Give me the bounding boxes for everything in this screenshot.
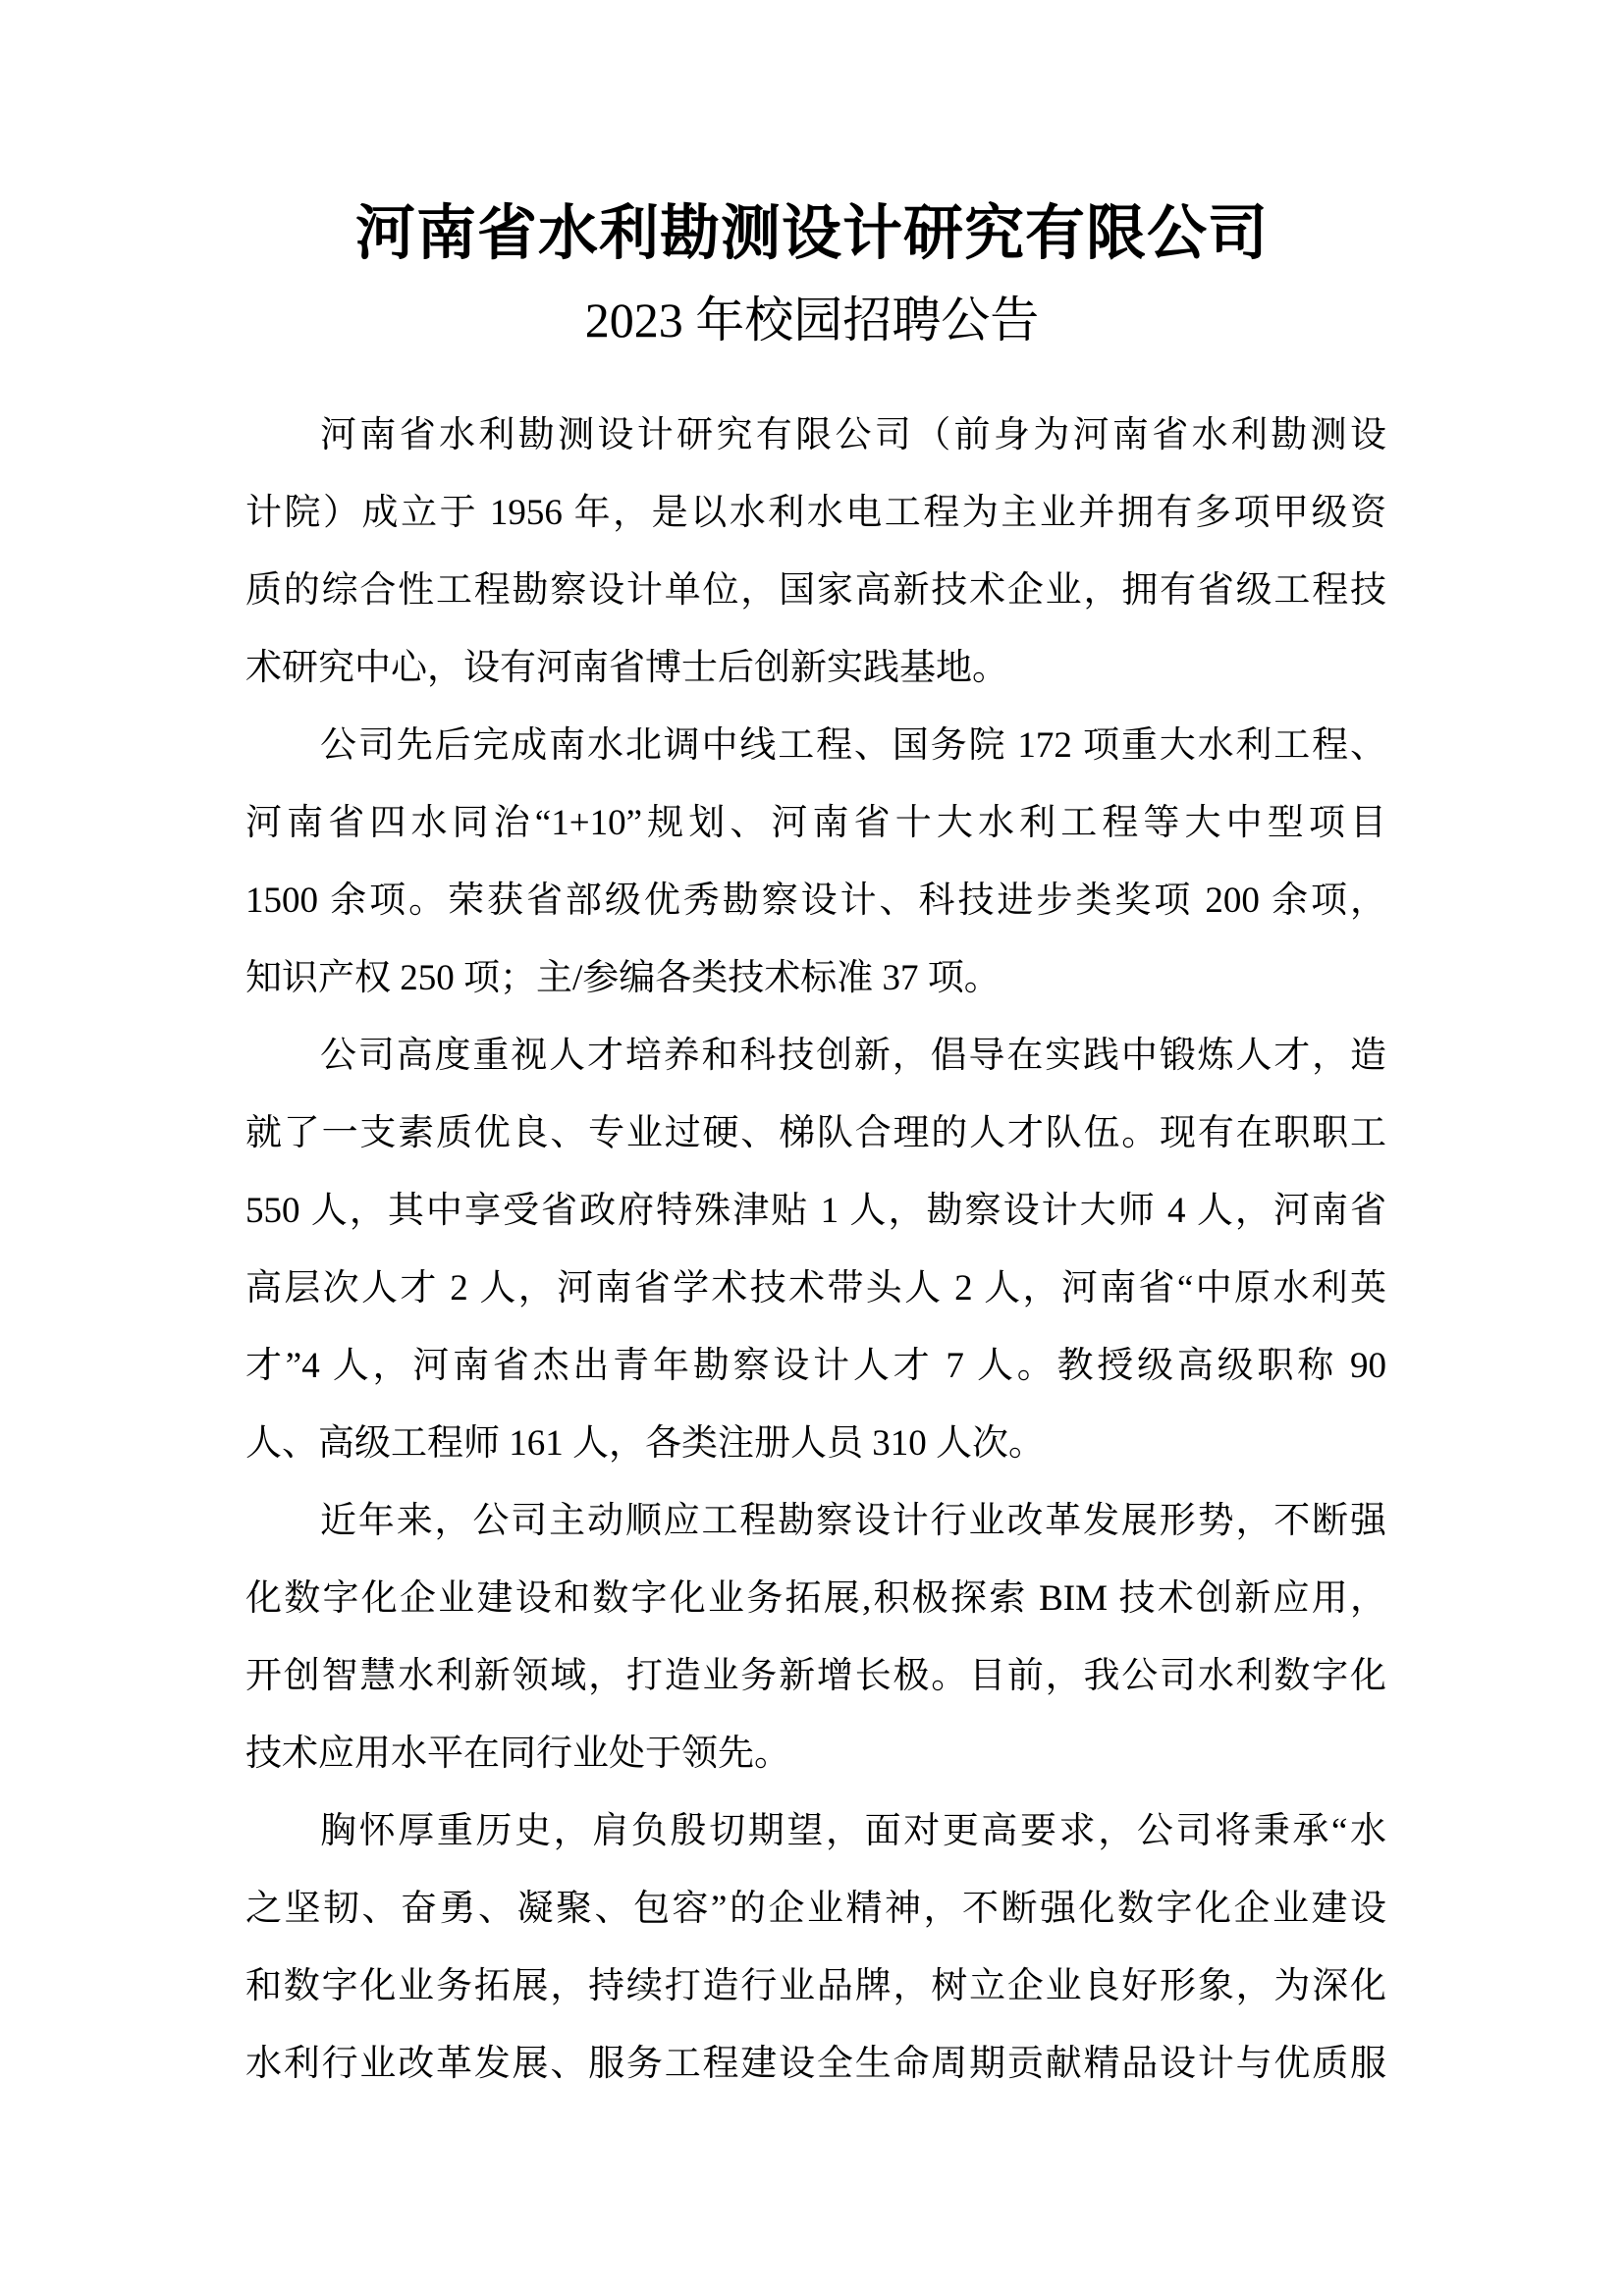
page-title: 河南省水利勘测设计研究有限公司 [354,199,1269,266]
text-line: 就了一支素质优良、专业过硬、梯队合理的人才队伍。现有在职职工 [245,1113,1386,1153]
text-line: 公司先后完成南水北调中线工程、国务院 172 项重大水利工程、 [320,725,1386,766]
text-line: 质的综合性工程勘察设计单位，国家高新技术企业，拥有省级工程技 [245,570,1386,611]
paragraph [245,1792,1386,2103]
text-line: 高层次人才 2 人，河南省学术技术带头人 2 人，河南省“中原水利英 [245,1268,1386,1308]
text-line: 河南省四水同治“1+10”规划、河南省十大水利工程等大中型项目 [245,803,1386,843]
text-line: 才”4 人，河南省杰出青年勘察设计人才 7 人。教授级高级职称 90 [245,1346,1386,1386]
text-line: 近年来，公司主动顺应工程勘察设计行业改革发展形势，不断强 [320,1501,1386,1541]
text-line: 化数字化企业建设和数字化业务拓展,积极探索 BIM 技术创新应用， [245,1578,1386,1619]
paragraph [245,1482,1386,1792]
text-line: 术研究中心，设有河南省博士后创新实践基地。 [245,648,1008,688]
text-line: 公司高度重视人才培养和科技创新，倡导在实践中锻炼人才，造 [320,1036,1386,1076]
text-line: 和数字化业务拓展，持续打造行业品牌，树立企业良好形象，为深化 [245,1966,1386,2006]
paragraph [245,397,1386,707]
text-line: 开创智慧水利新领域，打造业务新增长极。目前，我公司水利数字化 [245,1656,1386,1696]
paragraph [245,707,1386,1017]
text-line: 计院）成立于 1956 年，是以水利水电工程为主业并拥有多项甲级资 [245,493,1386,533]
text-line: 胸怀厚重历史，肩负殷切期望，面对更高要求，公司将秉承“水 [320,1811,1386,1851]
text-line: 知识产权 250 项；主/参编各类技术标准 37 项。 [245,958,1001,998]
page-subtitle: 2023 年校园招聘公告 [584,293,1040,347]
paragraph [245,1017,1386,1482]
document-body [245,397,1386,2103]
text-line: 技术应用水平在同行业处于领先。 [245,1734,790,1774]
text-line: 河南省水利勘测设计研究有限公司（前身为河南省水利勘测设 [320,415,1386,455]
text-line: 之坚韧、奋勇、凝聚、包容”的企业精神，不断强化数字化企业建设 [245,1889,1386,1929]
text-line: 人、高级工程师 161 人，各类注册人员 310 人次。 [245,1423,1045,1464]
text-line: 水利行业改革发展、服务工程建设全生命周期贡献精品设计与优质服 [245,2044,1386,2084]
text-line: 550 人，其中享受省政府特殊津贴 1 人，勘察设计大师 4 人，河南省 [245,1191,1386,1231]
text-line: 1500 余项。荣获省部级优秀勘察设计、科技进步类奖项 200 余项， [245,881,1386,921]
